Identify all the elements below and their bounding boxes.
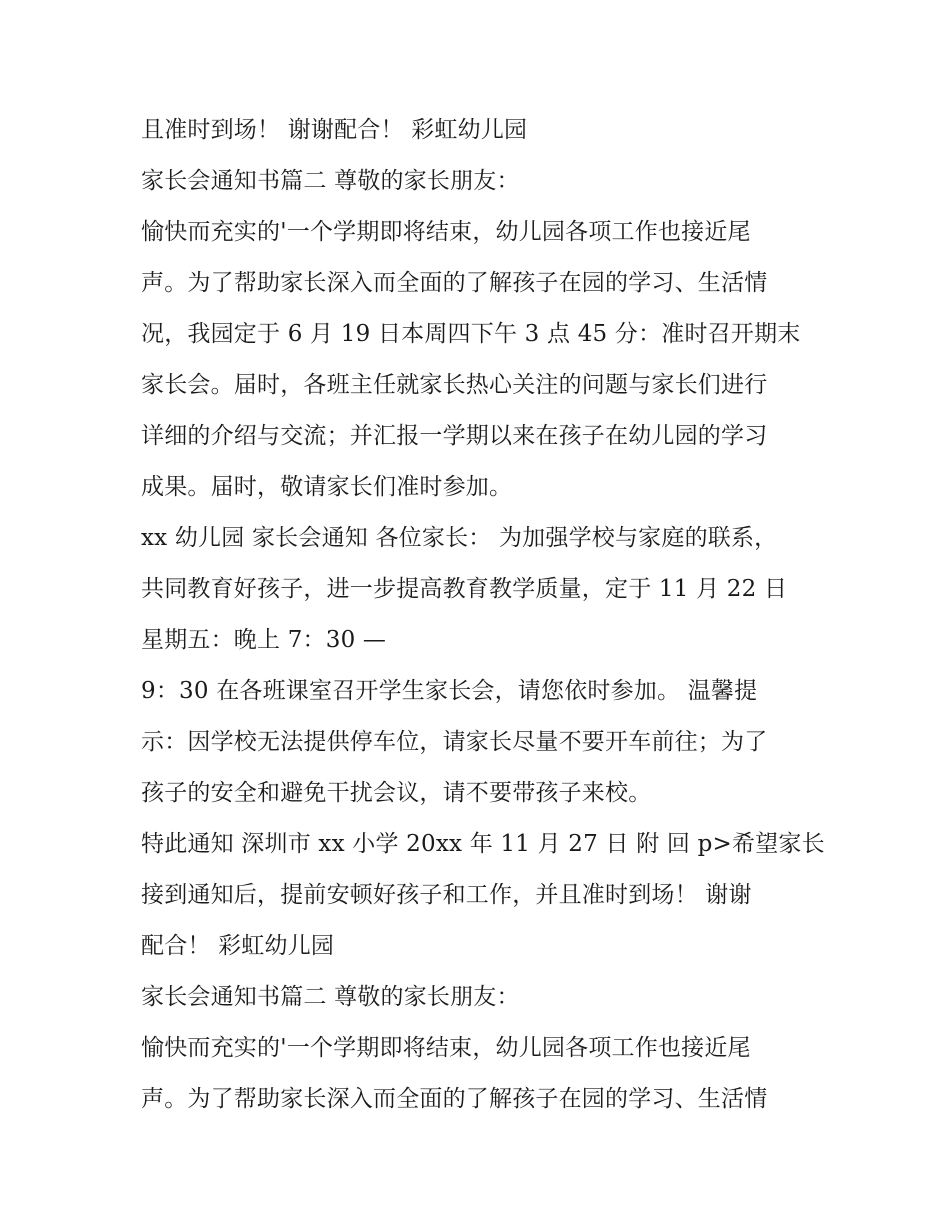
text-line: 家长会通知书篇二 尊敬的家长朋友： bbox=[141, 168, 520, 194]
text-line: 详细的介绍与交流；并汇报一学期以来在孩子在幼儿园的学习 bbox=[141, 423, 768, 449]
document-body bbox=[141, 108, 825, 1128]
text-line: 声。为了帮助家长深入而全面的了解孩子在园的学习、生活情 bbox=[141, 270, 768, 296]
text-line: 且准时到场！ 谢谢配合！ 彩虹幼儿园 bbox=[141, 117, 528, 143]
text-line: 成果。届时，敬请家长们准时参加。 bbox=[141, 474, 513, 500]
text-line: 特此通知 深圳市 xx 小学 20xx 年 11 月 27 日 附 回 p>希望家长 bbox=[141, 831, 825, 857]
text-line: 9：30 在各班课室召开学生家长会，请您依时参加。 温馨提 bbox=[141, 678, 758, 704]
text-line: 愉快而充实的'一个学期即将结束，幼儿园各项工作也接近尾 bbox=[141, 1035, 751, 1061]
text-line: 声。为了帮助家长深入而全面的了解孩子在园的学习、生活情 bbox=[141, 1086, 768, 1112]
text-line: 孩子的安全和避免干扰会议，请不要带孩子来校。 bbox=[141, 780, 652, 806]
text-line: 配合！ 彩虹幼儿园 bbox=[141, 933, 335, 959]
text-line: 况，我园定于 6 月 19 日本周四下午 3 点 45 分：准时召开期末 bbox=[141, 321, 801, 347]
text-line: 示：因学校无法提供停车位，请家长尽量不要开车前往；为了 bbox=[141, 729, 768, 755]
text-line: 家长会通知书篇二 尊敬的家长朋友： bbox=[141, 984, 520, 1010]
text-line: 家长会。届时，各班主任就家长热心关注的问题与家长们进行 bbox=[141, 372, 768, 398]
text-line: 愉快而充实的'一个学期即将结束，幼儿园各项工作也接近尾 bbox=[141, 219, 751, 245]
text-line: xx 幼儿园 家长会通知 各位家长： 为加强学校与家庭的联系， bbox=[141, 525, 778, 551]
text-line: 接到通知后，提前安顿好孩子和工作，并且准时到场！ 谢谢 bbox=[141, 882, 752, 908]
text-line: 星期五：晚上 7：30 — bbox=[141, 627, 387, 653]
text-line: 共同教育好孩子，进一步提高教育教学质量，定于 11 月 22 日 bbox=[141, 576, 788, 602]
